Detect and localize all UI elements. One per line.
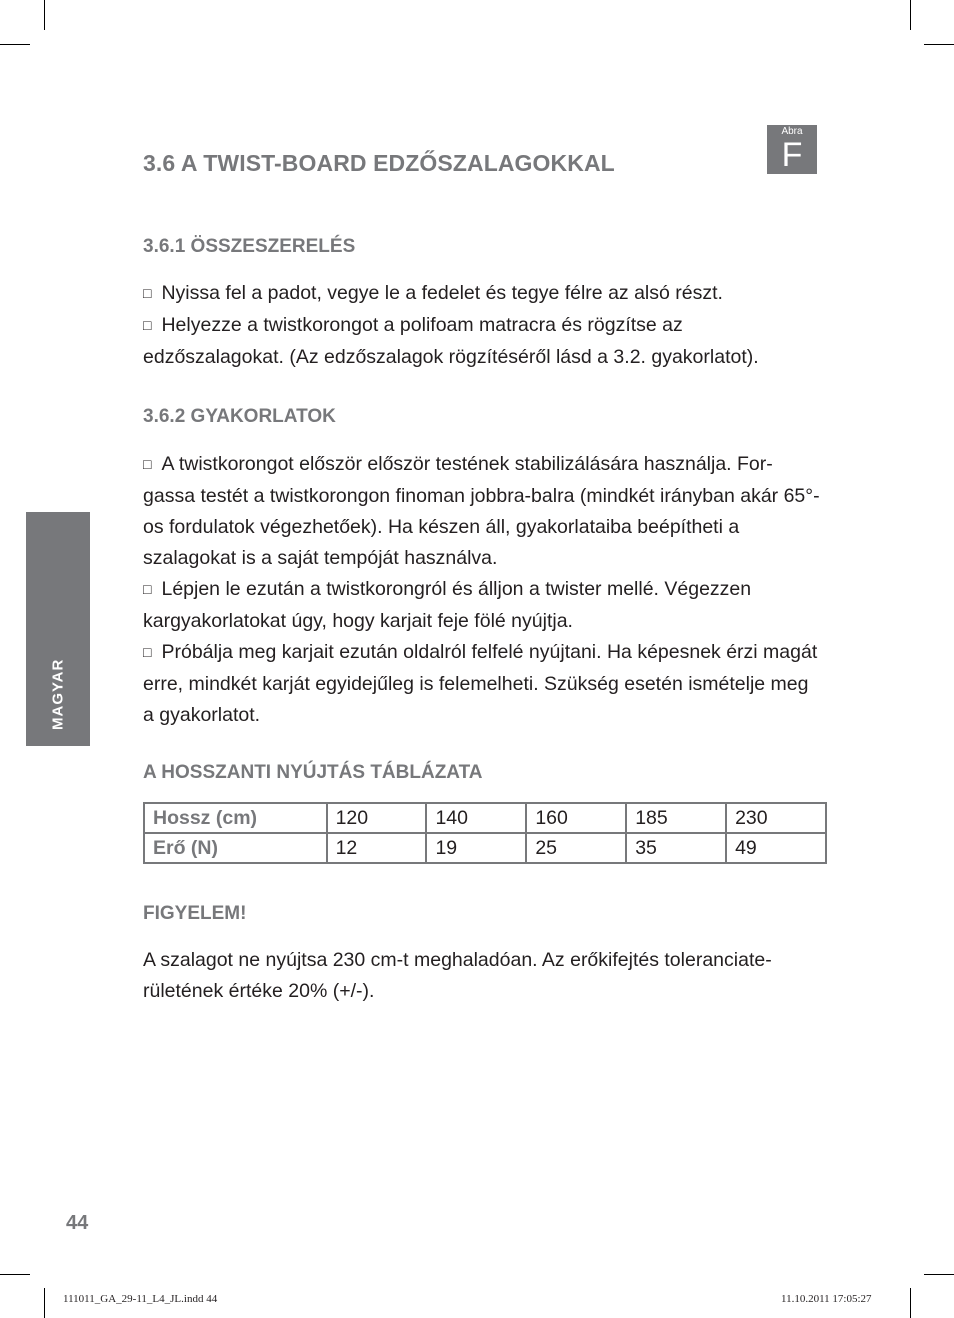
footer-file-slug: 111011_GA_29-11_L4_JL.indd 44 xyxy=(63,1293,218,1305)
page-number: 44 xyxy=(66,1212,89,1234)
language-tab xyxy=(26,512,90,746)
crop-mark xyxy=(44,1288,45,1318)
figure-tab xyxy=(767,125,817,174)
checkbox-bullet-icon: □ xyxy=(143,581,152,597)
exercises-list xyxy=(143,449,823,731)
crop-mark xyxy=(924,1274,954,1275)
table-cell: 120 xyxy=(327,803,427,833)
row-label: Erő (N) xyxy=(144,833,327,863)
checkbox-bullet-icon: □ xyxy=(143,456,152,472)
table-row xyxy=(144,833,826,863)
list-item: □ Próbálja meg karjait ezután oldalról felfelé nyújtani. Ha képesnek érzi magát erre, mindkét karját egyidejűleg is felemelheti. Szükség esetén ismételje meg a gyakorlatot. xyxy=(143,641,818,726)
assembly-list xyxy=(143,278,823,373)
table-row xyxy=(144,803,826,833)
list-item: □ A twistkorongot először először testének stabilizálására használja. For-gassa testét a twistkorongon finoman jobbra-balra (mindkét irányban akár 65°-os fordulatok végezhetőek). Ha készen áll, gyakorlataiba beépítheti a szalagokat is a saját tempóját használva. xyxy=(143,453,820,569)
footer-timestamp: 11.10.2011 17:05:27 xyxy=(781,1293,872,1305)
crop-mark xyxy=(910,0,911,30)
language-tab-label: MAGYAR xyxy=(49,658,67,730)
checkbox-bullet-icon: □ xyxy=(143,317,152,333)
table-cell: 49 xyxy=(726,833,826,863)
list-item: □ Helyezze a twistkorongot a polifoam matracra és rögzítse az edzőszalagokat. (Az edzőszalagok rögzítéséről lásd a 3.2. gyakorlatot). xyxy=(143,314,759,368)
exercises-heading: 3.6.2 GYAKORLATOK xyxy=(143,406,336,427)
table-cell: 25 xyxy=(526,833,626,863)
checkbox-bullet-icon: □ xyxy=(143,644,152,660)
table-heading: A HOSSZANTI NYÚJTÁS TÁBLÁZATA xyxy=(143,762,483,783)
table-cell: 12 xyxy=(327,833,427,863)
table-cell: 185 xyxy=(626,803,726,833)
section-title: 3.6 A TWIST-BOARD EDZŐSZALAGOKKAL xyxy=(143,150,615,176)
crop-mark xyxy=(910,1288,911,1318)
crop-mark xyxy=(44,0,45,30)
table-cell: 140 xyxy=(426,803,526,833)
list-item: □ Lépjen le ezután a twistkorongról és álljon a twister mellé. Végezzen kargyakorlatokat úgy, hogy karjait feje fölé nyújtja. xyxy=(143,578,752,632)
figure-tab-letter: F xyxy=(781,136,803,174)
assembly-heading: 3.6.1 ÖSSZESZERELÉS xyxy=(143,236,356,257)
table-cell: 35 xyxy=(626,833,726,863)
crop-mark xyxy=(924,44,954,45)
list-item: □ Nyissa fel a padot, vegye le a fedelet és tegye félre az alsó részt. xyxy=(143,282,723,304)
table-cell: 230 xyxy=(726,803,826,833)
checkbox-bullet-icon: □ xyxy=(143,285,152,301)
row-label: Hossz (cm) xyxy=(144,803,327,833)
crop-mark xyxy=(0,44,30,45)
table-cell: 19 xyxy=(426,833,526,863)
warning-heading: FIGYELEM! xyxy=(143,903,247,924)
crop-mark xyxy=(0,1274,30,1275)
figure-tab-label: Abra xyxy=(781,126,803,137)
warning-text: A szalagot ne nyújtsa 230 cm-t meghaladóan. Az erőkifejtés toleranciate-rületének értéke 20% (+/-). xyxy=(143,949,772,1002)
table-cell: 160 xyxy=(526,803,626,833)
stretch-table xyxy=(143,802,827,864)
